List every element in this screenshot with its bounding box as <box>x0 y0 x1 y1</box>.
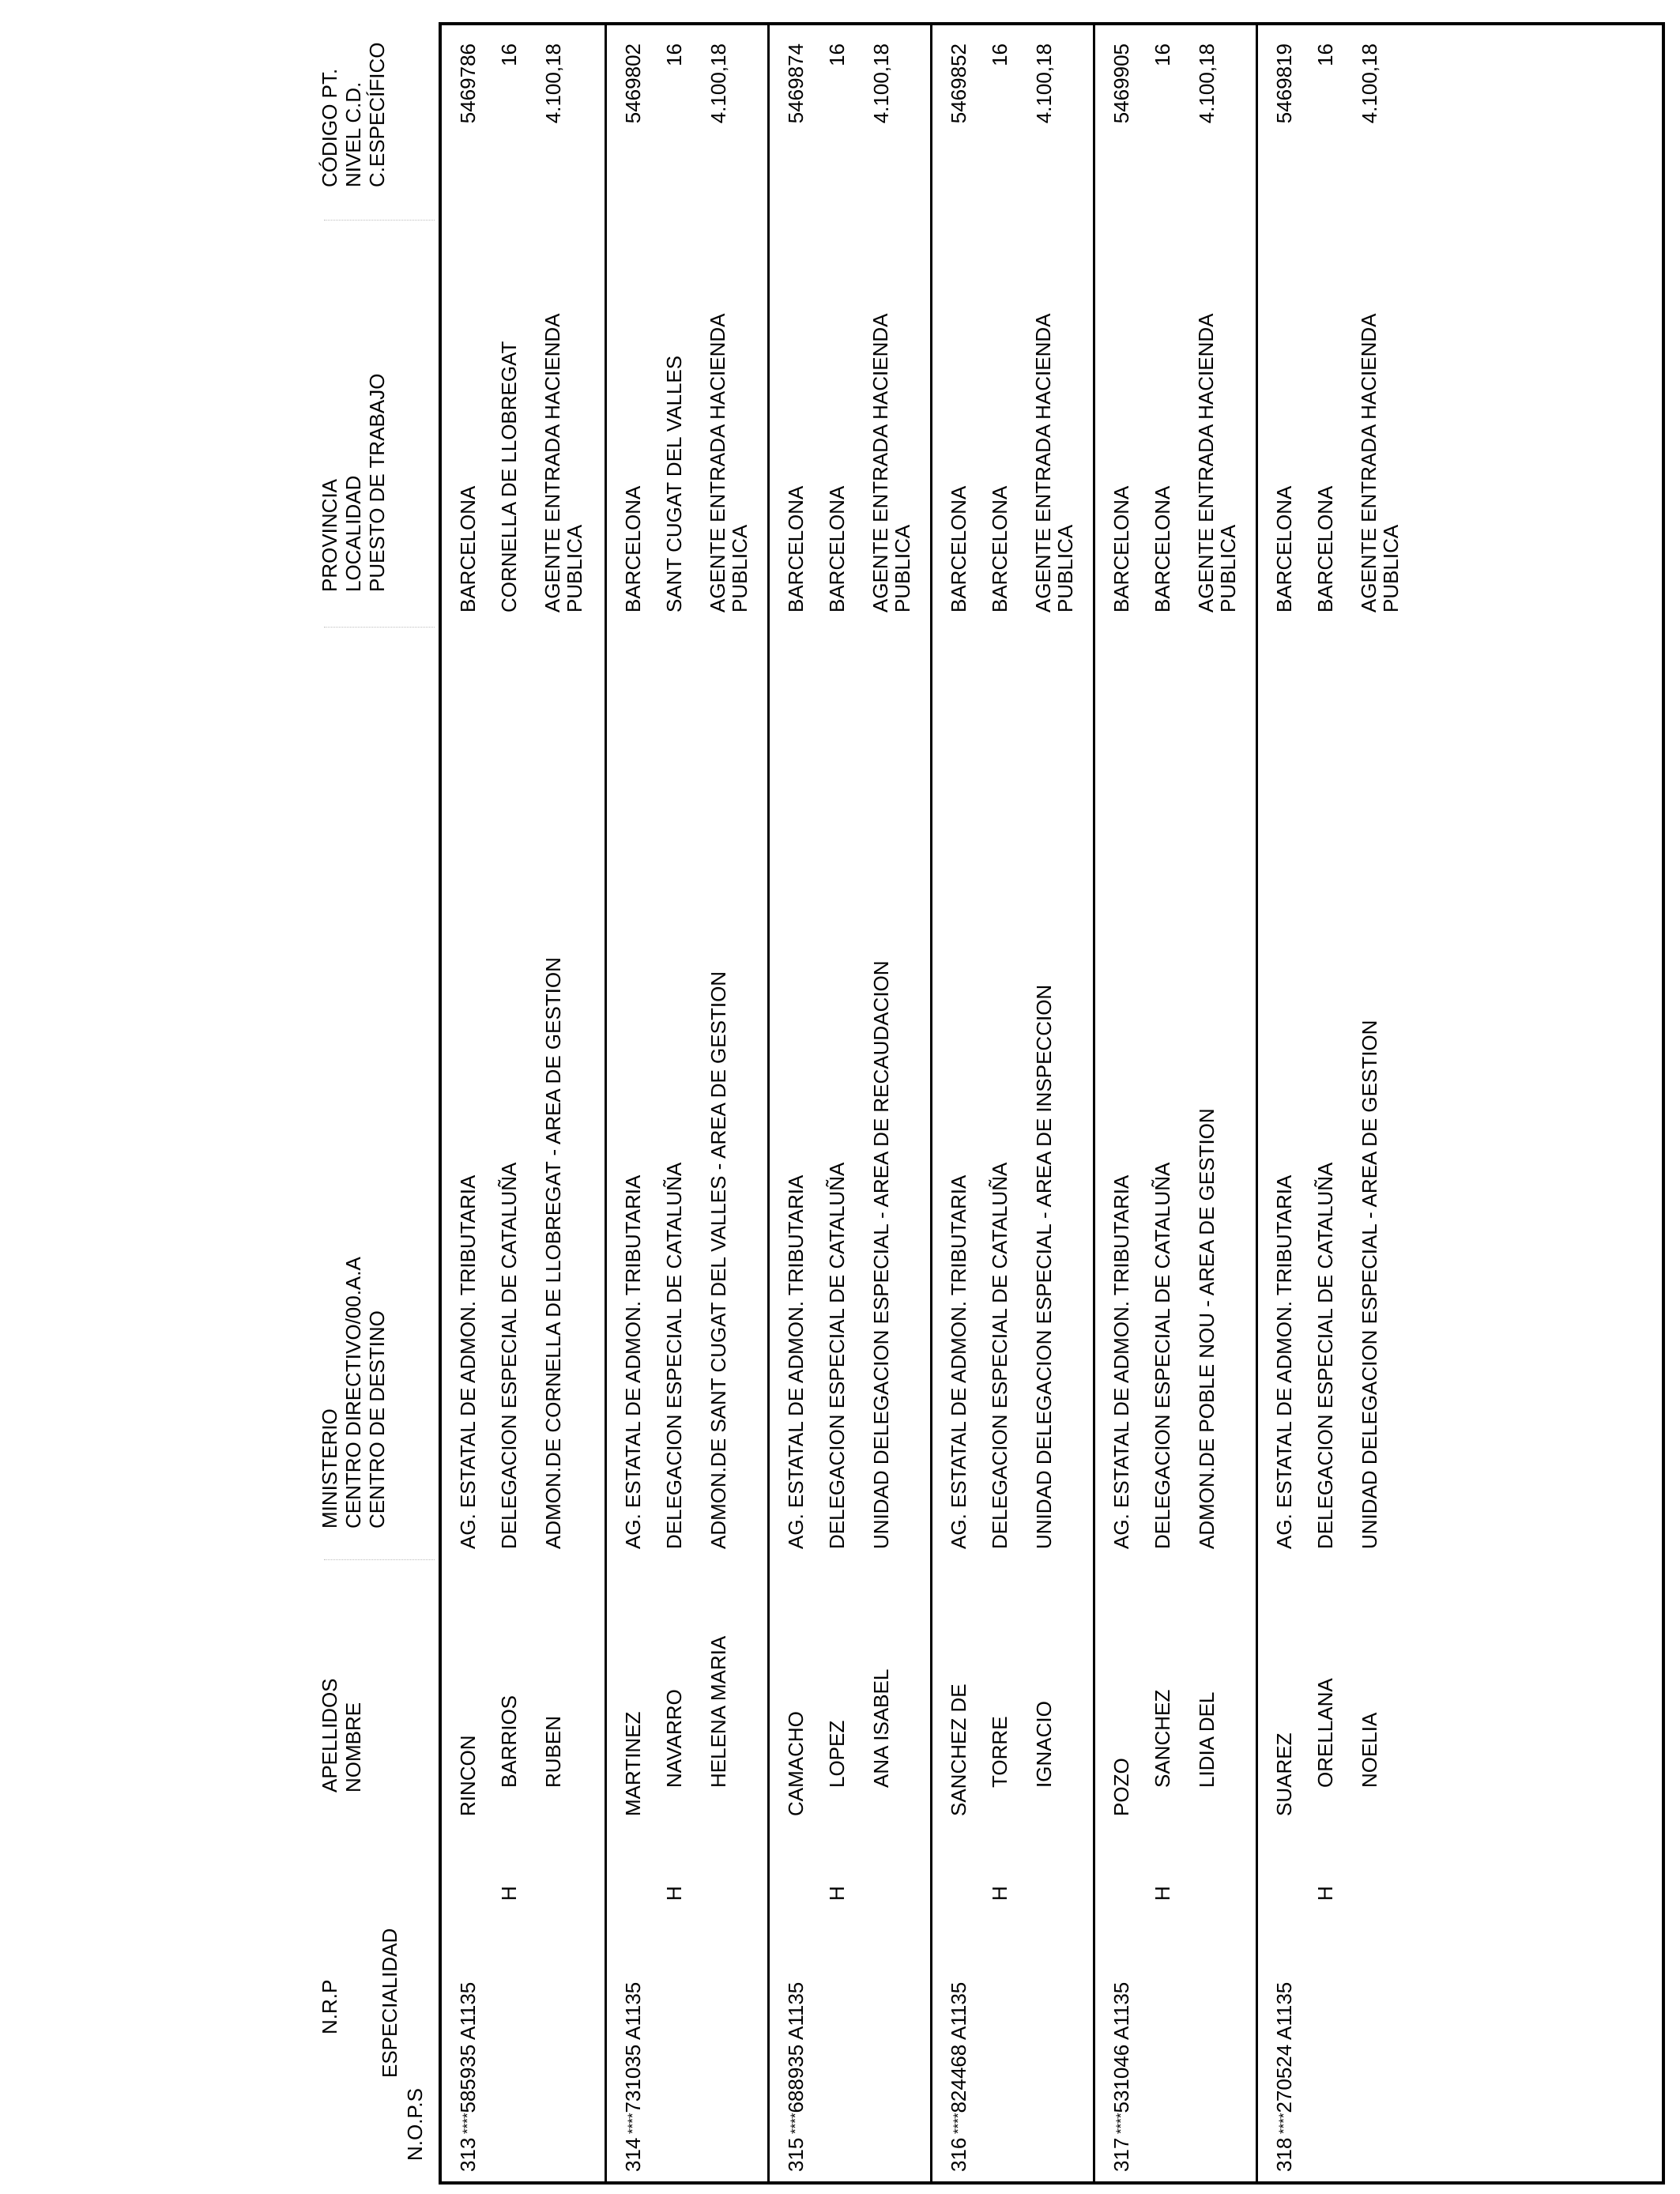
puesto-cell: AGENTE ENTRADA HACIENDA PUBLICA <box>1194 314 1240 613</box>
header-centro-destino: CENTRO DE DESTINO <box>365 1310 389 1529</box>
apellido1-cell: CAMACHO <box>784 1711 808 1816</box>
c-especifico-cell: 4.100,18 <box>541 43 565 124</box>
nrp-cell <box>621 1982 645 2134</box>
codigo-cell: 5469852 <box>947 43 970 124</box>
puesto-cell: AGENTE ENTRADA HACIENDA PUBLICA <box>1357 314 1403 613</box>
nivel-cell: 16 <box>825 43 849 66</box>
nops-cell: 318 <box>1272 2137 1296 2172</box>
nrp-cell <box>1272 1982 1296 2134</box>
nivel-cell: 16 <box>497 43 521 66</box>
c-especifico-cell: 4.100,18 <box>706 43 730 124</box>
header-nivel: NIVEL C.D. <box>341 81 365 187</box>
puesto-cell: AGENTE ENTRADA HACIENDA PUBLICA <box>706 314 751 613</box>
header-nops: N.O.P.S <box>403 2087 427 2161</box>
header-especialidad: ESPECIALIDAD <box>378 1928 401 2078</box>
nrp-value: 688935 A1135 <box>784 1981 808 2113</box>
apellido1-cell: SANCHEZ DE <box>947 1683 970 1816</box>
header-centro-directivo: CENTRO DIRECTIVO/00.A.A <box>341 1257 365 1529</box>
ministerio-cell: AG. ESTATAL DE ADMON. TRIBUTARIA <box>784 1174 808 1549</box>
c-especifico-cell: 4.100,18 <box>1358 43 1381 124</box>
centro-directivo-cell: DELEGACION ESPECIAL DE CATALUÑA <box>1151 1162 1174 1549</box>
header-puesto-trabajo: PUESTO DE TRABAJO <box>365 373 389 592</box>
nombre-cell: IGNACIO <box>1032 1701 1056 1788</box>
centro-destino-cell: UNIDAD DELEGACION ESPECIAL - AREA DE GESTION <box>1358 1020 1381 1549</box>
header-nombre: NOMBRE <box>341 1702 365 1793</box>
centro-destino-cell: ADMON.DE POBLE NOU - AREA DE GESTION <box>1195 1108 1219 1549</box>
localidad-cell: BARCELONA <box>825 485 849 613</box>
apellido1-cell: RINCON <box>456 1735 480 1816</box>
sex-cell: H <box>988 1886 1011 1901</box>
table-row <box>930 25 1094 2181</box>
nombre-cell: HELENA MARIA <box>706 1635 730 1788</box>
c-especifico-cell: 4.100,18 <box>869 43 893 124</box>
ministerio-cell: AG. ESTATAL DE ADMON. TRIBUTARIA <box>947 1174 970 1549</box>
localidad-cell: CORNELLA DE LLOBREGAT <box>497 341 521 613</box>
ministerio-cell: AG. ESTATAL DE ADMON. TRIBUTARIA <box>456 1174 480 1549</box>
nivel-cell: 16 <box>1151 43 1174 66</box>
sex-cell: H <box>497 1886 521 1901</box>
provincia-cell: BARCELONA <box>621 485 645 613</box>
nops-cell: 313 <box>456 2137 480 2172</box>
apellido1-cell: POZO <box>1109 1758 1133 1816</box>
c-especifico-cell: 4.100,18 <box>1032 43 1056 124</box>
nrp-value: 585935 A1135 <box>456 1981 480 2113</box>
nops-cell: 314 <box>621 2137 645 2172</box>
nrp-mask: **** <box>460 2113 475 2134</box>
centro-destino-cell: UNIDAD DELEGACION ESPECIAL - AREA DE INSPECCION <box>1032 984 1056 1549</box>
localidad-cell: BARCELONA <box>1151 485 1174 613</box>
nivel-cell: 16 <box>1313 43 1337 66</box>
apellido1-cell: MARTINEZ <box>621 1711 645 1816</box>
table-header <box>318 11 436 2161</box>
provincia-cell: BARCELONA <box>456 485 480 613</box>
localidad-cell: BARCELONA <box>1313 485 1337 613</box>
ministerio-cell: AG. ESTATAL DE ADMON. TRIBUTARIA <box>621 1174 645 1549</box>
provincia-cell: BARCELONA <box>947 485 970 613</box>
nops-cell: 315 <box>784 2137 808 2172</box>
apellido2-cell: LOPEZ <box>825 1720 849 1788</box>
apellido2-cell: BARRIOS <box>497 1695 521 1788</box>
column-separator <box>324 1559 435 1560</box>
nrp-value: 731035 A1135 <box>621 1981 645 2113</box>
centro-directivo-cell: DELEGACION ESPECIAL DE CATALUÑA <box>497 1162 521 1549</box>
centro-directivo-cell: DELEGACION ESPECIAL DE CATALUÑA <box>988 1162 1011 1549</box>
apellido2-cell: TORRE <box>988 1716 1011 1788</box>
ministerio-cell: AG. ESTATAL DE ADMON. TRIBUTARIA <box>1109 1174 1133 1549</box>
codigo-cell: 5469905 <box>1109 43 1133 124</box>
puesto-cell: AGENTE ENTRADA HACIENDA PUBLICA <box>1031 314 1077 613</box>
nrp-mask: **** <box>1113 2113 1128 2134</box>
records-table <box>439 22 1665 2185</box>
nivel-cell: 16 <box>662 43 686 66</box>
nops-cell: 317 <box>1109 2137 1133 2172</box>
ministerio-cell: AG. ESTATAL DE ADMON. TRIBUTARIA <box>1272 1174 1296 1549</box>
sex-cell: H <box>1313 1886 1337 1901</box>
codigo-cell: 5469874 <box>784 43 808 124</box>
header-apellidos: APELLIDOS <box>318 1678 341 1793</box>
apellido1-cell: SUAREZ <box>1272 1732 1296 1816</box>
header-codigo: CÓDIGO PT. <box>318 68 341 187</box>
codigo-cell: 5469786 <box>456 43 480 124</box>
centro-directivo-cell: DELEGACION ESPECIAL DE CATALUÑA <box>662 1162 686 1549</box>
table-row <box>767 25 931 2181</box>
nrp-mask: **** <box>625 2113 640 2134</box>
codigo-cell: 5469819 <box>1272 43 1296 124</box>
nrp-value: 270524 A1135 <box>1272 1981 1296 2113</box>
nrp-value: 824468 A1135 <box>947 1981 970 2113</box>
table-row <box>442 25 603 2181</box>
c-especifico-cell: 4.100,18 <box>1195 43 1219 124</box>
centro-destino-cell: ADMON.DE CORNELLA DE LLOBREGAT - AREA DE GESTION <box>541 957 565 1549</box>
apellido2-cell: ORELLANA <box>1313 1678 1337 1788</box>
sex-cell: H <box>1151 1886 1174 1901</box>
nrp-mask: **** <box>788 2113 803 2134</box>
header-nrp: N.R.P <box>318 1979 341 2034</box>
nombre-cell: LIDIA DEL <box>1195 1691 1219 1788</box>
centro-directivo-cell: DELEGACION ESPECIAL DE CATALUÑA <box>825 1162 849 1549</box>
sex-cell: H <box>662 1886 686 1901</box>
nrp-cell <box>947 1982 970 2134</box>
nrp-cell <box>784 1982 808 2134</box>
provincia-cell: BARCELONA <box>1109 485 1133 613</box>
nivel-cell: 16 <box>988 43 1011 66</box>
header-provincia: PROVINCIA <box>318 478 341 592</box>
provincia-cell: BARCELONA <box>784 485 808 613</box>
apellido2-cell: NAVARRO <box>662 1689 686 1788</box>
nops-cell: 316 <box>947 2137 970 2172</box>
provincia-cell: BARCELONA <box>1272 485 1296 613</box>
header-localidad: LOCALIDAD <box>341 475 365 592</box>
puesto-cell: AGENTE ENTRADA HACIENDA PUBLICA <box>541 314 586 613</box>
table-row <box>605 25 768 2181</box>
table-row <box>1256 25 1419 2181</box>
localidad-cell: BARCELONA <box>988 485 1011 613</box>
nrp-cell <box>1109 1982 1133 2134</box>
localidad-cell: SANT CUGAT DEL VALLES <box>662 355 686 613</box>
nrp-value: 531046 A1135 <box>1109 1981 1133 2113</box>
codigo-cell: 5469802 <box>621 43 645 124</box>
table-row <box>1093 25 1256 2181</box>
nrp-mask: **** <box>951 2113 966 2134</box>
nombre-cell: ANA ISABEL <box>869 1668 893 1788</box>
header-ministerio: MINISTERIO <box>318 1408 341 1529</box>
sex-cell: H <box>825 1886 849 1901</box>
column-separator <box>324 220 435 221</box>
puesto-cell: AGENTE ENTRADA HACIENDA PUBLICA <box>868 314 914 613</box>
centro-directivo-cell: DELEGACION ESPECIAL DE CATALUÑA <box>1313 1162 1337 1549</box>
centro-destino-cell: ADMON.DE SANT CUGAT DEL VALLES - AREA DE GESTION <box>706 971 730 1549</box>
header-c-especifico: C.ESPECÍFICO <box>365 42 389 187</box>
apellido2-cell: SANCHEZ <box>1151 1689 1174 1788</box>
nrp-cell <box>456 1982 480 2134</box>
centro-destino-cell: UNIDAD DELEGACION ESPECIAL - AREA DE RECAUDACION <box>869 960 893 1549</box>
nombre-cell: NOELIA <box>1358 1712 1381 1788</box>
nombre-cell: RUBEN <box>541 1715 565 1788</box>
column-separator <box>324 627 435 628</box>
nrp-mask: **** <box>1276 2113 1291 2134</box>
